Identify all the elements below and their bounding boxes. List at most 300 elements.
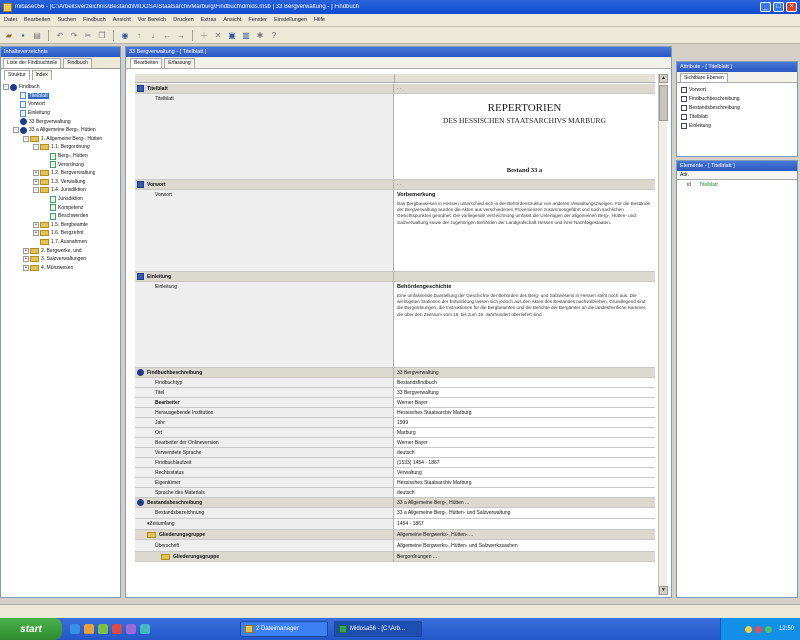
- open-folder-icon[interactable]: ▰: [5, 30, 13, 40]
- attribute-row[interactable]: [135, 428, 655, 438]
- tree-node[interactable]: [3, 117, 118, 126]
- window-title: mibase056 - [C:\Arbeitsverzeichnis\Bestand\MIDOSA\StaatsarchivMarburg\Findbuch\dmids.msb | 33 Bergverwaltung - ] Findbuch: [15, 4, 360, 10]
- attribute-value[interactable]: (1533) 1454 - 1867: [394, 458, 655, 467]
- attribute-label: [135, 458, 394, 467]
- section-value: · ·: [397, 181, 402, 188]
- row-vorwort[interactable]: [135, 190, 655, 272]
- checkbox[interactable]: [681, 105, 687, 111]
- visible-levels-panel: [676, 61, 798, 157]
- section-row-gliederung[interactable]: [135, 530, 655, 540]
- print-icon[interactable]: ▤: [33, 30, 41, 40]
- expand-icon[interactable]: +: [34, 170, 38, 177]
- attributes-tabs: [677, 72, 797, 83]
- tree-node-label: 1.2. Bergverwaltung: [51, 170, 96, 177]
- folder-icon: [40, 230, 49, 236]
- tree-node-label: Verordnung: [58, 161, 84, 168]
- tree-spacer: [43, 196, 49, 202]
- start-button[interactable]: start: [0, 618, 62, 640]
- section-value: · ·: [397, 85, 402, 92]
- attribute-row[interactable]: [135, 438, 655, 448]
- binoculars-icon[interactable]: ◉: [121, 30, 129, 40]
- tree-spacer: [13, 110, 19, 116]
- section-label: Bestandsbeschreibung: [147, 499, 203, 506]
- menu-item[interactable]: Drucken: [173, 17, 194, 23]
- toolbar-separator: [113, 30, 114, 41]
- menu-bar: [0, 14, 800, 27]
- section-value: [394, 272, 655, 281]
- attribute-value[interactable]: 33 a Allgemeine Berg-, Hütten- und Salzverwaltung: [394, 508, 655, 518]
- arrow-left-icon[interactable]: ←: [163, 30, 171, 40]
- folder-icon: [40, 222, 49, 228]
- tree-node-label: 1. Allgemeine Berg-, Hütten: [41, 135, 103, 142]
- attribute-row[interactable]: [135, 398, 655, 408]
- tree-node-label: Findbuch: [19, 84, 40, 91]
- system-tray: [720, 618, 800, 640]
- menu-item[interactable]: Findbuch: [83, 17, 106, 23]
- attribute-value[interactable]: Hessisches Staatsarchiv Marburg: [394, 408, 655, 417]
- tree-node-label: 33 Bergverwaltung: [29, 118, 71, 125]
- toolbar-separator: [192, 30, 193, 41]
- view-icon[interactable]: ▥: [242, 30, 250, 40]
- tab-bearbeiten[interactable]: Bearbeiten: [130, 58, 162, 68]
- tree-node-label: Einleitung: [28, 110, 50, 117]
- new-item-icon[interactable]: ＋: [200, 30, 208, 40]
- browser-icon[interactable]: [70, 624, 80, 634]
- explorer-icon[interactable]: [98, 624, 108, 634]
- structure-tree: [1, 80, 120, 275]
- collapse-icon[interactable]: -: [33, 144, 39, 150]
- arrow-up-icon[interactable]: ↑: [137, 30, 141, 40]
- tree-node[interactable]: [3, 126, 118, 135]
- checkbox-label: Einleitung: [689, 122, 711, 129]
- tree-node-label: Jurisdiktion: [58, 196, 84, 203]
- doc-title-line2: DES HESSISCHEN STAATSARCHIVS MARBURG: [443, 116, 606, 125]
- attribute-label-text: Findbuchlaufzeit: [155, 459, 192, 466]
- checkbox[interactable]: [681, 96, 687, 102]
- settings-icon[interactable]: ✱: [256, 30, 264, 40]
- tree-spacer: [13, 119, 19, 125]
- scroll-thumb[interactable]: [659, 85, 668, 121]
- document-icon: [20, 101, 26, 108]
- section-row-findbuch[interactable]: [135, 368, 655, 378]
- globe-icon: [137, 499, 144, 506]
- tree-node-label: 1.7. Ausnahmen: [51, 238, 88, 245]
- tree-node-label: 4. Münzwesen: [41, 264, 74, 271]
- field-label: Titelblatt: [135, 94, 394, 179]
- attribute-label: [135, 468, 394, 477]
- menu-item[interactable]: Bearbeiten: [23, 17, 51, 23]
- attribute-label-text: Bestandsbezeichnung: [155, 510, 205, 516]
- maximize-button[interactable]: □: [773, 2, 784, 12]
- attribute-row[interactable]: [135, 540, 655, 552]
- folder-icon: [30, 256, 39, 262]
- expand-icon[interactable]: +: [24, 256, 28, 263]
- attribute-value[interactable]: Allgemeine Bergwerks-, Hütten- und Salzwerkssachen: [394, 540, 655, 551]
- tree-spacer: [43, 213, 49, 219]
- field-label: Vorwort: [135, 190, 394, 271]
- attribute-row[interactable]: [135, 458, 655, 468]
- tree-node[interactable]: [3, 212, 118, 221]
- tree-spacer: [43, 205, 49, 211]
- tree-spacer: [13, 101, 19, 107]
- attributes-panel-title: Attribute - [ Titelblatt ]: [677, 62, 797, 72]
- paragraph-text: Eine umfassende Darstellung der Geschichte der Behörden des Berg- und Salzwesens in Hessen steht noch aus. Die wichtigsten Stationen der Entwicklung lassen sich jedoch aus den Akten des Bestandes nachvollziehen. Grundlegend sind die Bergordnungen, die Instruktionen für die Bergbeamten und die Berichte der Bergämter an die landesherrliche Kammer, die über den Zeitraum vom 16. bis zum 19. Jahrhundert überliefert sind.: [397, 293, 647, 317]
- tray-icon[interactable]: [755, 626, 762, 633]
- globe-icon: [20, 127, 27, 134]
- attribute-row[interactable]: [135, 468, 655, 478]
- globe-icon: [137, 369, 144, 376]
- attribute-label: [135, 508, 394, 518]
- attribute-value[interactable]: Marburg: [394, 428, 655, 437]
- attribute-row[interactable]: [135, 478, 655, 488]
- attribute-value[interactable]: deutsch: [394, 488, 655, 497]
- checkbox-label: Findbuchbeschreibung: [689, 95, 740, 102]
- section-label: Einleitung: [147, 273, 172, 280]
- attribute-label: [135, 408, 394, 417]
- contents-tabs: [1, 57, 120, 69]
- attribute-label: [135, 448, 394, 457]
- attribute-label: [135, 438, 394, 447]
- section-icon: [137, 273, 144, 280]
- attribute-row[interactable]: [135, 508, 655, 519]
- section-label: Titelblatt: [147, 85, 168, 92]
- attribute-value[interactable]: Hessisches Staatsarchiv Marburg: [394, 478, 655, 487]
- expand-icon[interactable]: +: [24, 247, 28, 254]
- folder-icon: [30, 248, 39, 254]
- minimize-button[interactable]: _: [760, 2, 771, 12]
- document-icon: [50, 196, 56, 203]
- taskbar-button-label: Midosa56 - [C:\Arb...: [350, 626, 406, 632]
- attribute-label-text: Herausgebende Institution: [155, 409, 214, 416]
- tree-node-label: 3. Salzverwaltungen: [41, 256, 87, 263]
- section-row-gliederung[interactable]: [135, 552, 655, 562]
- attribute-grid: [135, 74, 655, 595]
- tree-node[interactable]: [3, 92, 118, 101]
- tree-node-label: Kompetenz: [58, 204, 84, 211]
- app-icon: [339, 625, 347, 633]
- tree-node[interactable]: [3, 246, 118, 255]
- tree-node[interactable]: [3, 109, 118, 118]
- attribute-label-text: Zeitumfang: [149, 521, 175, 527]
- folder-icon: [40, 144, 49, 150]
- editor-tabs: [126, 57, 671, 69]
- checkbox-label: Bestandsbeschreibung: [689, 104, 740, 111]
- attribute-value[interactable]: 1454 - 1867: [394, 519, 655, 529]
- quick-launch: [70, 624, 150, 634]
- section-value: Bergordnungen ...: [397, 553, 438, 560]
- globe-icon: [20, 118, 27, 125]
- app-icon: [3, 3, 12, 12]
- attribute-label: [135, 378, 394, 387]
- tree-spacer: [13, 93, 19, 99]
- doc-subtitle: Bestand 33 a: [506, 167, 543, 174]
- app-launch-icon[interactable]: [126, 624, 136, 634]
- tab-index[interactable]: Index: [32, 70, 52, 80]
- tree-node-label: 1.4. Jurisdiktion: [51, 187, 86, 194]
- taskbar: [0, 618, 800, 640]
- row-einleitung[interactable]: [135, 282, 655, 368]
- row-titelblatt[interactable]: [135, 94, 655, 180]
- tree-spacer: [43, 162, 49, 168]
- menu-item[interactable]: Fenster: [248, 17, 268, 23]
- delete-item-icon[interactable]: ✕: [214, 30, 222, 40]
- mail-icon[interactable]: [84, 624, 94, 634]
- attribute-value[interactable]: Verwaltung: [394, 468, 655, 477]
- tab-findbuchteile[interactable]: Liste der Findbuchteile: [3, 58, 61, 68]
- editor-panel: [125, 46, 672, 598]
- elements-panel-title: Elemente - [ Titelblatt ]: [677, 161, 797, 171]
- folder-icon: [40, 179, 49, 185]
- tree-spacer: [43, 153, 49, 159]
- paragraph-text: Das Bergbauwesen in Hessen unterschied sich in der Behördenstruktur von anderen Verwaltungszweigen. Für die Bestände der Bergverwaltung wurden die Akten aus verschiedenen Provenienzen zusammengeführt und nach sachlichen Gesichtspunkten geordnet. Die vorliegende Verzeichnung umfasst die Unterlagen der allgemeinen Berg-, Hütten- und Salzverwaltung sowie der zugehörigen Behörden der Landgrafschaft Hessen und ihrer Nachfolgestaaten.: [397, 201, 651, 225]
- attribute-label-text: Titel: [155, 389, 165, 396]
- attribute-label-text: Ort: [155, 429, 162, 436]
- help-icon[interactable]: ?: [271, 30, 277, 40]
- scroll-down-icon[interactable]: ▼: [659, 586, 668, 595]
- save-icon[interactable]: ▪: [21, 30, 25, 40]
- attribute-value[interactable]: 1999: [394, 418, 655, 427]
- copy-icon[interactable]: ❐: [98, 30, 106, 40]
- paragraph-heading: Behördengeschichte: [397, 284, 452, 290]
- tree-node-label: Berg-, Hütten: [58, 153, 88, 160]
- menu-item[interactable]: Suchen: [57, 17, 77, 23]
- taskbar-button-label: 2 Dateimanager: [256, 626, 299, 632]
- section-label: Vorwort: [147, 181, 166, 188]
- expand-icon[interactable]: +: [34, 178, 38, 185]
- tree-spacer: [33, 239, 39, 245]
- attribute-row[interactable]: [135, 448, 655, 458]
- expand-icon[interactable]: +: [34, 221, 38, 228]
- doc-title-line1: REPERTORIEN: [487, 102, 562, 114]
- menu-item[interactable]: Datei: [4, 17, 17, 23]
- visible-levels-list: [677, 83, 797, 130]
- menu-item[interactable]: Vor Bereich: [137, 17, 167, 23]
- tree-node[interactable]: [3, 255, 118, 264]
- paragraph-heading: Vorbemerkung: [397, 192, 436, 198]
- tree-node[interactable]: [3, 186, 118, 195]
- document-icon: [20, 110, 26, 117]
- titelblatt-preview[interactable]: [394, 94, 655, 179]
- tree-node-label: Beschwerden: [58, 213, 89, 220]
- tree-node[interactable]: [3, 160, 118, 169]
- elements-panel: [676, 160, 798, 598]
- taskbar-button-midosa[interactable]: [334, 621, 422, 637]
- toolbar: [0, 27, 800, 44]
- attribute-label-text: Sprache des Materials: [155, 489, 205, 496]
- tray-icon[interactable]: [745, 626, 752, 633]
- attribute-label: [135, 398, 394, 407]
- expand-icon[interactable]: +: [24, 264, 28, 271]
- globe-icon: [10, 84, 17, 91]
- page-icon[interactable]: ▣: [228, 30, 236, 40]
- contents-panel-title: Inhaltsverzeichnis: [1, 47, 120, 57]
- tree-node-label: 1.5. Bergbeamte: [51, 221, 88, 228]
- element-value: Titelblatt: [699, 181, 718, 188]
- attribute-label: [135, 418, 394, 427]
- tree-node[interactable]: [3, 83, 118, 92]
- tree-node[interactable]: [3, 152, 118, 161]
- attribute-label-text: Eigentümer: [155, 479, 181, 486]
- document-icon: [20, 92, 26, 99]
- arrow-right-icon[interactable]: →: [177, 30, 185, 40]
- tree-node[interactable]: [3, 100, 118, 109]
- undo-icon[interactable]: ↶: [56, 30, 64, 40]
- tree-node-label: 1.6. Bergzehnt: [51, 230, 84, 237]
- tree-node[interactable]: [3, 169, 118, 178]
- tree-node-label: Vorwort: [28, 101, 45, 108]
- contents-subtabs: [1, 69, 120, 80]
- level-checkbox-row[interactable]: [677, 112, 797, 121]
- attribute-value[interactable]: Bestandsfindbuch: [394, 378, 655, 387]
- folder-icon: [40, 187, 49, 193]
- folder-icon: [30, 265, 39, 271]
- menu-item[interactable]: Ansicht: [112, 17, 131, 23]
- menu-item[interactable]: Ansicht: [223, 17, 242, 23]
- menu-item[interactable]: Extras: [200, 17, 217, 23]
- tree-node[interactable]: [3, 238, 118, 247]
- tree-node[interactable]: [3, 229, 118, 238]
- collapse-icon[interactable]: -: [3, 84, 9, 90]
- checkbox[interactable]: [681, 114, 687, 120]
- desktop-icon[interactable]: [140, 624, 150, 634]
- attribute-row[interactable]: [135, 418, 655, 428]
- redo-icon[interactable]: ↷: [70, 30, 78, 40]
- attribute-label-text: Überschrift: [155, 542, 180, 549]
- vertical-scrollbar[interactable]: [658, 74, 667, 595]
- folder-icon: [40, 239, 49, 245]
- tree-node-label: 1.1. Bergordnung: [51, 144, 90, 151]
- editor-panel-title: 33 Bergverwaltung - [ Titelblatt ]: [126, 47, 671, 57]
- collapse-icon[interactable]: -: [23, 136, 29, 142]
- attribute-label: [135, 428, 394, 437]
- section-icon: [137, 181, 144, 188]
- taskbar-button-dateimanager[interactable]: [240, 621, 328, 637]
- tree-node[interactable]: [3, 263, 118, 272]
- attribute-row[interactable]: [135, 408, 655, 418]
- grid-column-header: [135, 74, 655, 83]
- level-checkbox-row[interactable]: [677, 121, 797, 130]
- document-icon: [50, 153, 56, 160]
- document-icon: [50, 213, 56, 220]
- tree-node-label: Titelblatt: [29, 92, 48, 99]
- section-row-einleitung[interactable]: [135, 272, 655, 282]
- tree-node[interactable]: [3, 143, 118, 152]
- arrow-down-icon[interactable]: ↓: [151, 30, 155, 40]
- expand-arrow-icon[interactable]: ▾: [147, 521, 150, 527]
- attribute-label: [135, 519, 394, 529]
- tree-node[interactable]: [3, 203, 118, 212]
- attribute-label-text: Bearbeiter: [155, 399, 180, 406]
- attribute-value[interactable]: Werner Bayer: [394, 438, 655, 447]
- folder-icon: [147, 532, 156, 538]
- folder-icon: [161, 554, 170, 560]
- checkbox-label: Vorwort: [689, 86, 706, 93]
- element-row[interactable]: [677, 180, 797, 189]
- collapse-icon[interactable]: -: [13, 127, 19, 133]
- attribute-row[interactable]: [135, 519, 655, 530]
- tree-node[interactable]: [3, 178, 118, 187]
- section-row-vorwort[interactable]: [135, 180, 655, 190]
- level-checkbox-row[interactable]: [677, 103, 797, 112]
- attribute-label-text: Rechtsstatus: [155, 469, 184, 476]
- window-titlebar[interactable]: [0, 0, 800, 14]
- section-value: 33 a Allgemeine Berg-, Hütten ...: [397, 499, 470, 506]
- elements-list: [677, 180, 797, 189]
- cut-icon[interactable]: ✂: [84, 30, 92, 40]
- document-icon: [50, 204, 56, 211]
- tab-struktur[interactable]: Struktur: [4, 70, 30, 80]
- menu-item[interactable]: Hilfe: [314, 17, 326, 23]
- tree-node-label: 2. Bergwerke, und: [41, 247, 82, 254]
- tree-node[interactable]: [3, 195, 118, 204]
- section-row-bestand[interactable]: [135, 498, 655, 508]
- window-controls: [760, 2, 797, 12]
- status-bar: [0, 604, 800, 618]
- tree-node[interactable]: [3, 221, 118, 230]
- vorwort-text[interactable]: [394, 190, 655, 271]
- field-label: Einleitung: [135, 282, 394, 367]
- level-checkbox-row[interactable]: [677, 85, 797, 94]
- collapse-icon[interactable]: -: [33, 187, 39, 193]
- expand-icon[interactable]: +: [34, 230, 38, 237]
- section-label: Findbuchbeschreibung: [147, 369, 203, 376]
- attribute-label: [135, 540, 394, 551]
- level-checkbox-row[interactable]: [677, 94, 797, 103]
- clock: 12:50: [778, 626, 794, 632]
- menu-item[interactable]: Einstellungen: [274, 17, 308, 23]
- section-icon: [137, 85, 144, 92]
- tree-node-label: 33 a Allgemeine Berg-, Hütten: [29, 127, 96, 134]
- section-label: Gliederungsgruppe: [173, 553, 220, 560]
- attribute-row[interactable]: [135, 378, 655, 388]
- attribute-value[interactable]: deutsch: [394, 448, 655, 457]
- attribute-value[interactable]: Werner Bayer: [394, 398, 655, 407]
- attribute-label: [135, 488, 394, 497]
- attribute-row[interactable]: [135, 388, 655, 398]
- tab-sichtbare-ebenen[interactable]: Sichtbare Ebenen: [680, 73, 728, 82]
- attribute-value[interactable]: 33 Bergverwaltung: [394, 388, 655, 397]
- tab-findbuch[interactable]: Findbuch: [63, 58, 92, 68]
- section-label: Gliederungsgruppe: [159, 531, 206, 538]
- attribute-label-text: Bearbeiter der Onlineversion: [155, 439, 219, 446]
- attribute-label: [135, 388, 394, 397]
- elements-column-header: Attr.: [677, 171, 797, 180]
- tree-node-label: 1.3. Verwaltung: [51, 178, 86, 185]
- document-icon: [50, 161, 56, 168]
- tree-node[interactable]: [3, 135, 118, 144]
- attribute-row[interactable]: [135, 488, 655, 498]
- folder-icon: [245, 625, 253, 633]
- toolbar-separator: [48, 30, 49, 41]
- einleitung-text[interactable]: [394, 282, 655, 367]
- section-value: Allgemeine Bergwerks-, Hütten- ...: [397, 531, 474, 538]
- scroll-up-icon[interactable]: ▲: [659, 74, 668, 83]
- attribute-label: [135, 478, 394, 487]
- tray-icon[interactable]: [765, 626, 772, 633]
- section-row-titelblatt[interactable]: [135, 84, 655, 94]
- media-icon[interactable]: [112, 624, 122, 634]
- contents-panel: [0, 46, 121, 598]
- tab-erfassung[interactable]: Erfassung: [164, 58, 195, 68]
- folder-icon: [30, 136, 39, 142]
- element-key: id: [687, 181, 691, 188]
- checkbox-label: Titelblatt: [689, 113, 708, 120]
- checkbox[interactable]: [681, 123, 687, 129]
- close-button[interactable]: ×: [786, 2, 797, 12]
- checkbox[interactable]: [681, 87, 687, 93]
- attribute-label-text: Verwendete Sprache: [155, 449, 202, 456]
- section-value: 33 Bergverwaltung: [397, 369, 439, 376]
